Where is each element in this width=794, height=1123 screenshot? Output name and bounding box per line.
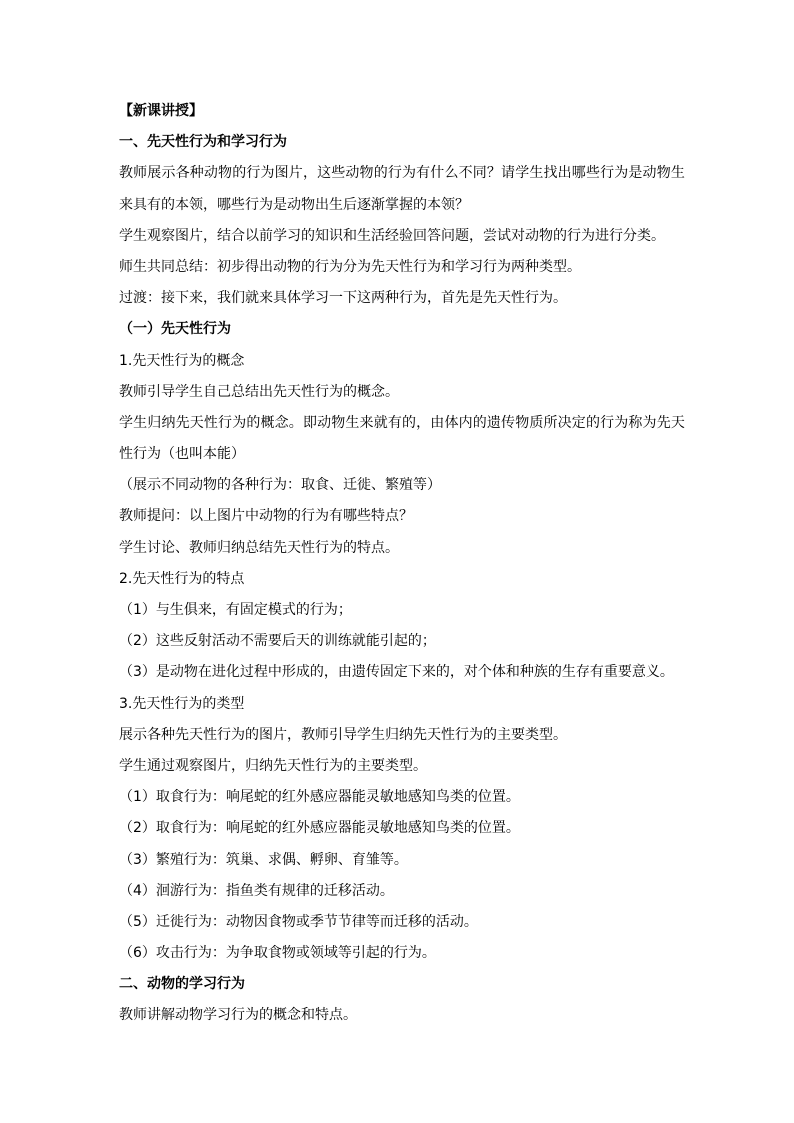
- paragraph-line: 来具有的本领，哪些行为是动物出生后逐渐掌握的本领？: [119, 196, 469, 213]
- paragraph-line: 学生观察图片，结合以前学习的知识和生活经验回答问题，尝试对动物的行为进行分类。: [119, 227, 665, 244]
- list-item: （3）繁殖行为：筑巢、求偶、孵卵、育雏等。: [119, 851, 408, 868]
- document-page: [119, 96, 685, 1032]
- paragraph-line: 教师讲解动物学习行为的概念和特点。: [119, 1007, 357, 1024]
- numbered-heading: 1.先天性行为的概念: [119, 352, 245, 369]
- list-item: （6）攻击行为：为争取食物或领域等引起的行为。: [119, 945, 436, 962]
- paragraph-line: 过渡：接下来，我们就来具体学习一下这两种行为，首先是先天性行为。: [119, 290, 567, 307]
- list-item: （3）是动物在进化过程中形成的，由遗传固定下来的，对个体和种族的生存有重要意义。: [119, 664, 674, 681]
- paragraph-line: 学生讨论、教师归纳总结先天性行为的特点。: [119, 539, 399, 556]
- list-item: （4）洄游行为：指鱼类有规律的迁移活动。: [119, 882, 394, 899]
- list-item: （1）取食行为：响尾蛇的红外感应器能灵敏地感知鸟类的位置。: [119, 789, 520, 806]
- heading-learned-behavior: 二、动物的学习行为: [119, 976, 245, 993]
- paragraph-line: 教师提问：以上图片中动物的行为有哪些特点？: [119, 508, 413, 525]
- paragraph-line: 性行为（也叫本能）: [119, 446, 245, 463]
- paragraph-line: 展示各种先天性行为的图片，教师引导学生归纳先天性行为的主要类型。: [119, 726, 567, 743]
- subheading-innate-behavior: （一）先天性行为: [119, 321, 231, 338]
- paragraph-line: 学生归纳先天性行为的概念。即动物生来就有的，由体内的遗传物质所决定的行为称为先天: [119, 414, 685, 431]
- numbered-heading: 2.先天性行为的特点: [119, 570, 245, 587]
- heading-innate-and-learned-behavior: 一、先天性行为和学习行为: [119, 134, 287, 151]
- list-item: （2）取食行为：响尾蛇的红外感应器能灵敏地感知鸟类的位置。: [119, 820, 520, 837]
- section-header-new-lesson: 【新课讲授】: [119, 103, 203, 119]
- paragraph-line: （展示不同动物的各种行为：取食、迁徙、繁殖等）: [119, 477, 441, 494]
- list-item: （2）这些反射活动不需要后天的训练就能引起的；: [119, 633, 436, 650]
- paragraph-line: 教师展示各种动物的行为图片，这些动物的行为有什么不同？请学生找出哪些行为是动物生: [119, 165, 685, 182]
- paragraph-line: 学生通过观察图片，归纳先天性行为的主要类型。: [119, 757, 427, 774]
- list-item: （1）与生俱来，有固定模式的行为；: [119, 602, 352, 618]
- paragraph-line: 师生共同总结：初步得出动物的行为分为先天性行为和学习行为两种类型。: [119, 258, 581, 275]
- list-item: （5）迁徙行为：动物因食物或季节节律等而迁移的活动。: [119, 913, 478, 930]
- paragraph-line: 教师引导学生自己总结出先天性行为的概念。: [119, 383, 399, 400]
- numbered-heading: 3.先天性行为的类型: [119, 695, 245, 712]
